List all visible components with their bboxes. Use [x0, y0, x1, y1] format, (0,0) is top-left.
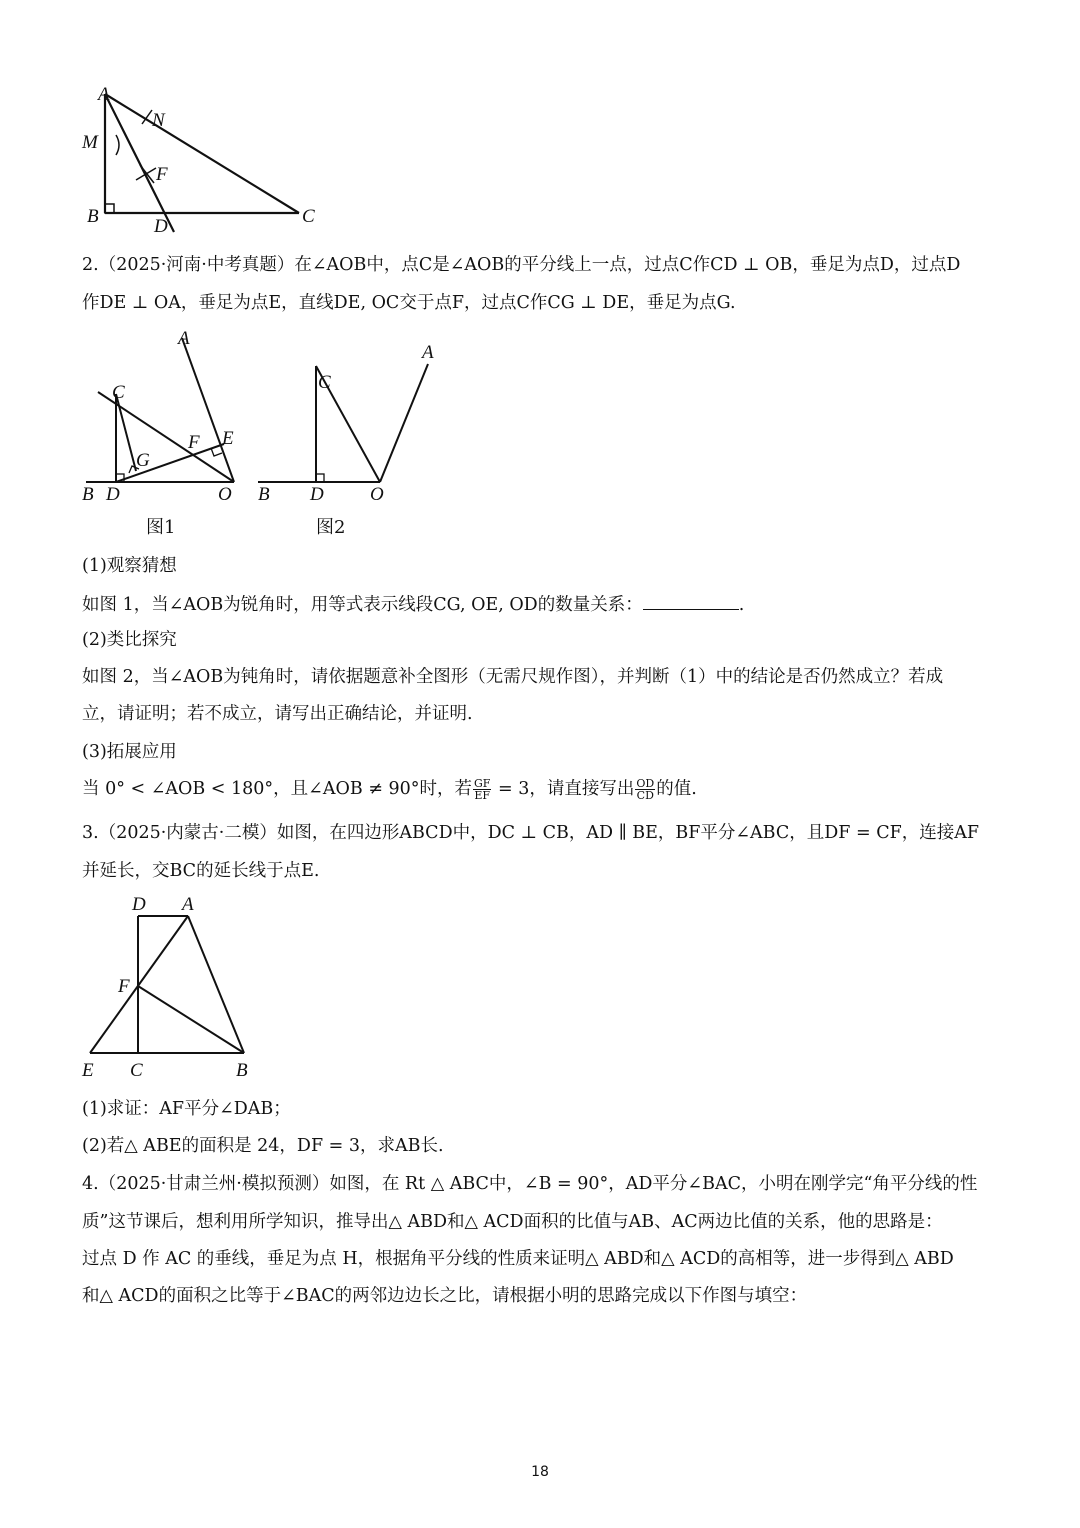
q2-p1-body: 如图 1，当∠AOB为锐角时，用等式表示线段CG, OE, OD的数量关系：: [82, 595, 643, 615]
q3-label-D: D: [132, 894, 146, 915]
q4-line1: 4.（2025·甘肃兰州·模拟预测）如图，在 Rt △ ABC中，∠B = 90°，AD平分∠BAC，小明在刚学完“角平分线的性: [82, 1174, 978, 1194]
q2-p2-title: (2)类比探究: [82, 630, 177, 650]
fig-b-caption: 图2: [316, 517, 346, 538]
label-A: A: [98, 84, 110, 105]
q4-line2: 质”这节课后，想利用所学知识，推导出△ ABD和△ ACD面积的比值与AB、AC两边比值的关系，他的思路是：: [82, 1212, 943, 1232]
fig-a-label-C: C: [112, 382, 125, 403]
q2-p3-text: [82, 776, 697, 802]
q3-line1: 3.（2025·内蒙古·二模）如图，在四边形ABCD中，DC ⊥ CB，AD ∥ BE，BF平分∠ABC，且DF = CF，连接AF: [82, 823, 980, 843]
q2-p2-line2: 立，请证明；若不成立，请写出正确结论，并证明.: [82, 704, 473, 724]
q2-p3-post: 的值.: [656, 779, 697, 799]
label-B: B: [87, 206, 99, 227]
q3-p1: (1)求证：AF平分∠DAB；: [82, 1099, 291, 1119]
fig-a-label-B: B: [82, 484, 94, 505]
fig-b-label-C: C: [318, 372, 331, 393]
q3-label-F: F: [118, 976, 130, 997]
page-number: 18: [531, 1464, 549, 1480]
fig-a-label-D: D: [106, 484, 120, 505]
fig-a-label-G: G: [136, 450, 150, 471]
fig-b-label-O: O: [370, 484, 384, 505]
q3-label-A: A: [182, 894, 194, 915]
fig-b-label-D: D: [310, 484, 324, 505]
label-D: D: [154, 216, 168, 237]
frac2-num: OD: [636, 777, 655, 790]
q3-line2: 并延长，交BC的延长线于点E.: [82, 861, 320, 881]
q3-p2: (2)若△ ABE的面积是 24，DF = 3，求AB长.: [82, 1136, 444, 1156]
q2-p3-pre: 当 0° < ∠AOB < 180°，且∠AOB ≠ 90°时，若: [82, 779, 472, 799]
q2-p1-end: .: [738, 595, 745, 615]
fig-b-label-B: B: [258, 484, 270, 505]
frac1-den: EF: [474, 789, 491, 802]
q2-p1-title: (1)观察猜想: [82, 556, 177, 576]
q2-line1: 2.（2025·河南·中考真题）在∠AOB中，点C是∠AOB的平分线上一点，过点C作CD ⊥ OB，垂足为点D，过点D: [82, 255, 961, 275]
q3-label-B: B: [236, 1060, 248, 1081]
frac1-num: GF: [474, 777, 491, 790]
q2-line2: 作DE ⊥ OA，垂足为点E，直线DE, OC交于点F，过点C作CG ⊥ DE，垂足为点G.: [82, 293, 736, 313]
fig-a-label-E: E: [222, 428, 234, 449]
q3-label-C: C: [130, 1060, 143, 1081]
fraction-gf-ef: [473, 778, 491, 801]
label-C: C: [302, 206, 315, 227]
figure-q2: [78, 326, 458, 546]
fig-a-label-A: A: [178, 328, 190, 349]
label-M: M: [82, 132, 98, 153]
figure-q3: [78, 890, 278, 1086]
q2-p1-text: [82, 591, 744, 618]
fig-a-label-O: O: [218, 484, 232, 505]
fig-a-caption: 图1: [146, 517, 176, 538]
fig-a-label-F: F: [188, 432, 200, 453]
answer-blank[interactable]: [643, 591, 739, 610]
q2-p3-mid: = 3，请直接写出: [492, 779, 635, 799]
q2-p3-title: (3)拓展应用: [82, 742, 177, 762]
q4-line4: 和△ ACD的面积之比等于∠BAC的两邻边边长之比，请根据小明的思路完成以下作图与填空：: [82, 1286, 808, 1306]
frac2-den: CD: [636, 789, 654, 802]
q2-p2-line1: 如图 2，当∠AOB为钝角时，请依据题意补全图形（无需尺规作图），并判断（1）中的结论是否仍然成立？若成: [82, 667, 944, 687]
label-F: F: [156, 164, 168, 185]
q4-line3: 过点 D 作 AC 的垂线，垂足为点 H，根据角平分线的性质来证明△ ABD和△ ACD的高相等，进一步得到△ ABD: [82, 1249, 954, 1269]
fraction-od-cd: [635, 778, 655, 801]
q3-label-E: E: [82, 1060, 94, 1081]
figure-triangle-abc: [78, 80, 338, 240]
fig-b-label-A: A: [422, 342, 434, 363]
label-N: N: [152, 110, 165, 131]
